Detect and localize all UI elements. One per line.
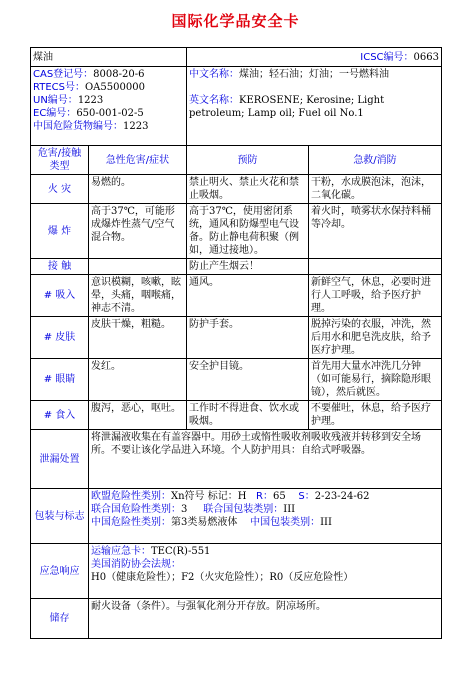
ec-label: EC编号：	[33, 108, 77, 119]
explosion-acute: 高于37℃，可能形成爆炸性蒸气/空气混合物。	[89, 204, 187, 259]
header-prevention: 预防	[187, 146, 309, 175]
row-eyes	[31, 359, 442, 401]
nfpa-value: H0（健康危险性）；F2（火灾危险性）；R0（反应危险性）	[91, 572, 354, 583]
inhalation-acute: 意识模糊，咳嗽，眩晕，头痛，咽喉痛，神志不清。	[89, 275, 187, 317]
contact-prevention: 防止产生烟云！	[187, 259, 309, 275]
cn-dangerous-goods-label: 中国危险货物编号：	[33, 121, 123, 132]
skin-acute: 皮肤干燥，粗糙。	[89, 317, 187, 359]
cn-pack-value: III	[320, 517, 332, 528]
fire-prevention: 禁止明火、禁止火花和禁止吸烟。	[187, 175, 309, 204]
safety-card-table	[30, 47, 442, 639]
ingestion-first-aid: 不要催吐，休息，给予医疗护理。	[309, 401, 442, 430]
row-spill	[31, 430, 442, 489]
row-explosion	[31, 204, 442, 259]
r-phrase-value: 65	[272, 491, 286, 502]
header-first-aid: 急救/消防	[309, 146, 442, 175]
r-phrase-label: R：	[256, 491, 273, 502]
row-contact	[31, 259, 442, 275]
fire-first-aid: 干粉，水成膜泡沫，泡沫，二氧化碳。	[309, 175, 442, 204]
en-name-value: KEROSENE; Kerosine; Light petroleum; Lamp oil; Fuel oil No.1	[189, 95, 385, 119]
un-value: 1223	[77, 95, 104, 106]
un-class-value: 3	[181, 504, 188, 515]
row-ingestion	[31, 401, 442, 430]
registry-numbers	[31, 67, 187, 146]
cn-pack-label: 中国包装类别：	[250, 517, 321, 528]
packaging-content	[89, 489, 442, 544]
un-class-label: 联合国危险性类别：	[91, 504, 181, 515]
icsc-label: ICSC编号：	[360, 51, 414, 63]
row-emergency	[31, 544, 442, 599]
ingestion-acute: 腹泻，恶心，呕吐。	[89, 401, 187, 430]
identifiers-row	[31, 67, 442, 146]
emergency-label: 应急响应	[31, 544, 89, 599]
cn-name-value: 煤油；轻石油；灯油；一号燃料油	[239, 69, 389, 80]
type-ingestion: # 食入	[31, 401, 89, 430]
cn-dangerous-goods-value: 1223	[123, 121, 149, 132]
icsc-value: 0663	[413, 51, 439, 63]
nfpa-label: 美国消防协会法规：	[91, 559, 181, 570]
chemical-name: 煤油	[31, 48, 187, 67]
type-fire: 火 灾	[31, 175, 89, 204]
ingestion-prevention: 工作时不得进食、饮水或吸烟。	[187, 401, 309, 430]
type-eyes: # 眼睛	[31, 359, 89, 401]
row-storage	[31, 599, 442, 639]
storage-text: 耐火设备（条件）。与强氧化剂分开存放。阴凉场所。	[89, 599, 442, 639]
eyes-first-aid: 首先用大量水冲洗几分钟（如可能易行，摘除隐形眼镜），然后就医。	[309, 359, 442, 401]
tec-label: 运输应急卡：	[91, 546, 151, 557]
emergency-content	[89, 544, 442, 599]
cn-class-label: 中国危险性类别：	[91, 517, 171, 528]
name-row	[31, 48, 442, 67]
spill-label: 泄漏处置	[31, 430, 89, 489]
s-phrase-label: S：	[298, 491, 315, 502]
chemical-names	[187, 67, 442, 146]
row-packaging	[31, 489, 442, 544]
skin-first-aid: 脱掉污染的衣服，冲洗，然后用水和肥皂洗皮肤，给予医疗护理。	[309, 317, 442, 359]
packaging-label: 包装与标志	[31, 489, 89, 544]
un-label: UN编号：	[33, 95, 78, 106]
s-phrase-value: 2-23-24-62	[314, 491, 370, 502]
inhalation-prevention: 通风。	[187, 275, 309, 317]
contact-first-aid	[309, 259, 442, 275]
header-type: 危害/接触类型	[31, 146, 89, 175]
type-explosion: 爆 炸	[31, 204, 89, 259]
un-pack-value: III	[283, 504, 296, 515]
fire-acute: 易燃的。	[89, 175, 187, 204]
rtecs-label: RTECS号：	[33, 82, 85, 93]
cn-class-value: 第3类易燃液体	[171, 517, 238, 528]
eyes-acute: 发红。	[89, 359, 187, 401]
type-inhalation: # 吸入	[31, 275, 89, 317]
eyes-prevention: 安全护目镜。	[187, 359, 309, 401]
cas-label: CAS登记号：	[33, 69, 94, 80]
card-title: 国际化学品安全卡	[171, 12, 300, 30]
eu-class-label: 欧盟危险性类别：	[91, 491, 171, 502]
skin-prevention: 防护手套。	[187, 317, 309, 359]
eu-class-value: Xn符号 标记：H	[171, 491, 247, 502]
row-skin	[31, 317, 442, 359]
en-name-label: 英文名称：	[189, 95, 239, 106]
row-fire	[31, 175, 442, 204]
type-skin: # 皮肤	[31, 317, 89, 359]
spill-text: 将泄漏液收集在有盖容器中。用砂土或惰性吸收剂吸收残液并转移到安全场所。不要让该化学品进入环境。个人防护用具：自给式呼吸器。	[89, 430, 442, 489]
header-acute: 急性危害/症状	[89, 146, 187, 175]
cas-value: 8008-20-6	[93, 69, 145, 80]
cn-name-label: 中文名称：	[189, 69, 239, 80]
explosion-prevention: 高于37℃，使用密闭系统，通风和防爆型电气设备。防止静电荷积聚（例如，通过接地）。	[187, 204, 309, 259]
inhalation-first-aid: 新鲜空气，休息，必要时进行人工呼吸，给予医疗护理。	[309, 275, 442, 317]
row-inhalation	[31, 275, 442, 317]
storage-label: 储存	[31, 599, 89, 639]
icsc-number	[187, 48, 442, 67]
rtecs-value: OA5500000	[84, 82, 145, 93]
tec-value: TEC(R)-551	[151, 546, 211, 557]
un-pack-label: 联合国包装类别：	[203, 504, 284, 515]
header-row	[31, 146, 442, 175]
type-contact: 接 触	[31, 259, 89, 275]
explosion-first-aid: 着火时，喷雾状水保持料桶等冷却。	[309, 204, 442, 259]
contact-acute	[89, 259, 187, 275]
ec-value: 650-001-02-5	[76, 108, 144, 119]
